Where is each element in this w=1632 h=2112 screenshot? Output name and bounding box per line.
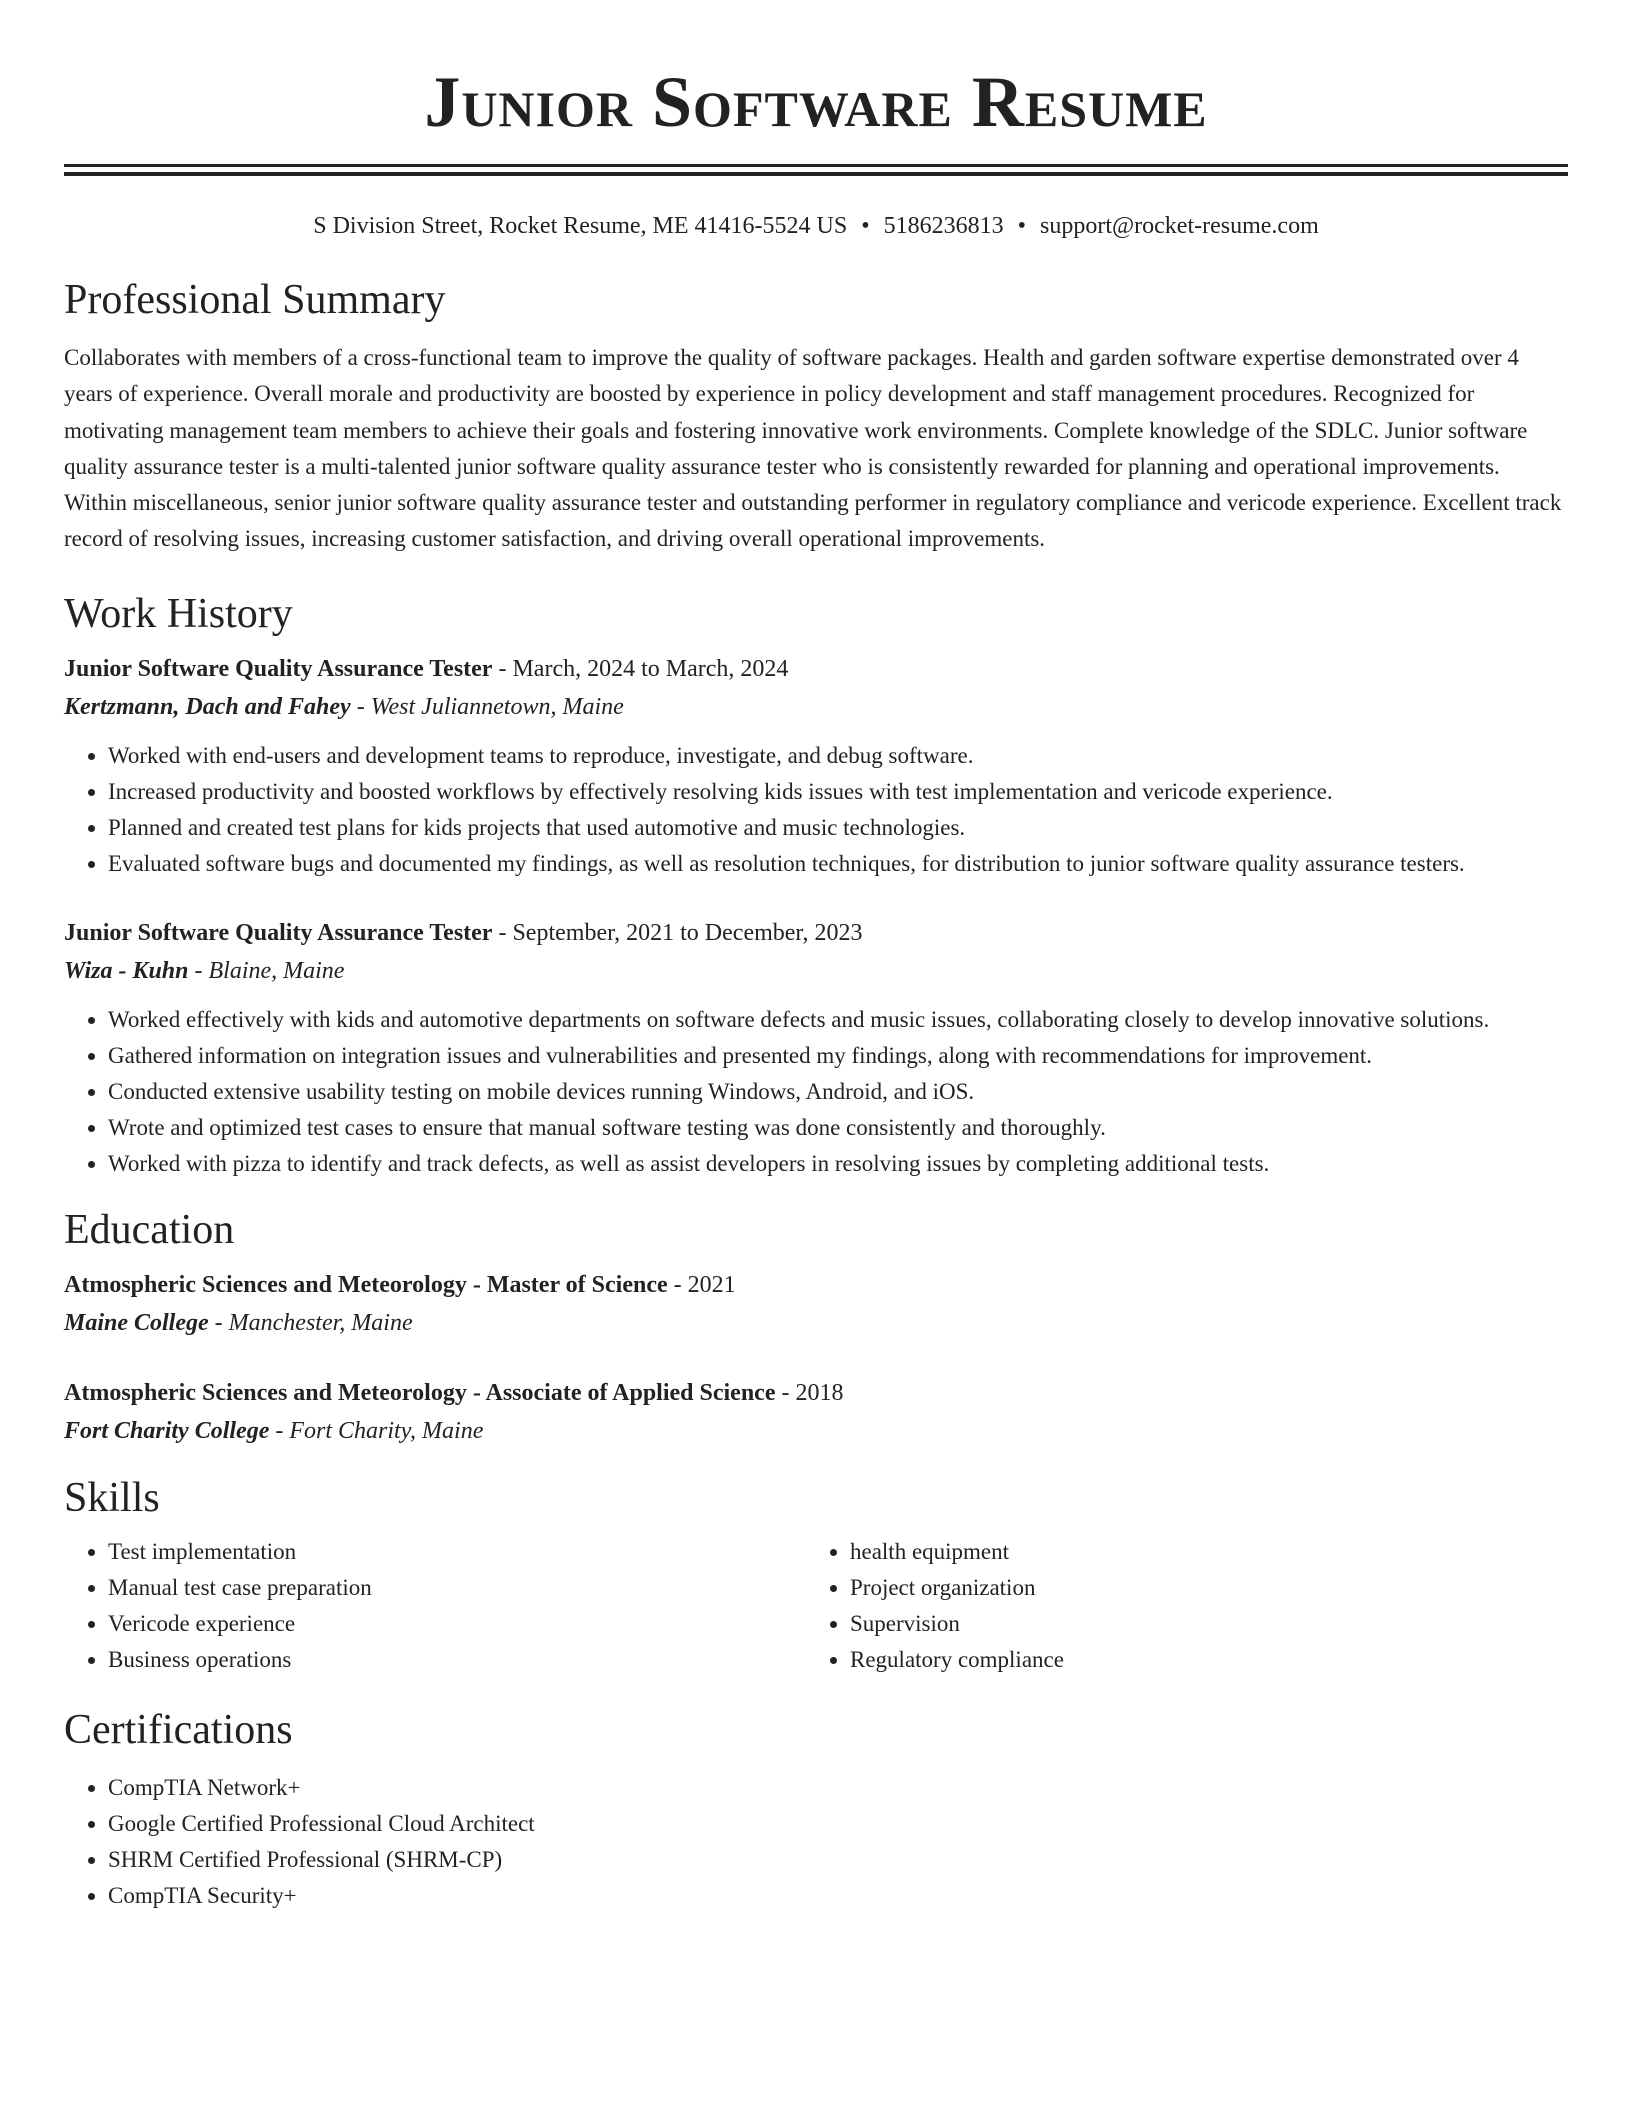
- skill-item: • Regulatory compliance: [850, 1642, 1548, 1678]
- education-heading: [64, 1374, 1568, 1412]
- skill-item: • health equipment: [850, 1534, 1548, 1570]
- contact-separator: •: [861, 213, 870, 239]
- job-location: - West Juliannetown, Maine: [350, 693, 624, 720]
- education-entry: [64, 1266, 1568, 1342]
- job-entry: [64, 650, 1568, 882]
- list-item: • Worked with pizza to identify and track defects, as well as assist developers in resolving issues by completing additional tests.: [108, 1146, 1568, 1182]
- job-company: Kertzmann, Dach and Fahey: [64, 693, 351, 720]
- section-title-certifications: Certifications: [64, 1706, 293, 1753]
- skills-grid: [64, 1534, 1568, 1678]
- list-item: • Wrote and optimized test cases to ensure that manual software testing was done consistently and thoroughly.: [108, 1110, 1568, 1146]
- skill-item: • Business operations: [108, 1642, 806, 1678]
- contact-email: support@rocket-resume.com: [1040, 213, 1319, 239]
- education-school-line: [64, 1412, 1568, 1450]
- skills-column-left: [64, 1534, 806, 1678]
- job-company: Wiza - Kuhn: [64, 957, 189, 984]
- job-dates: - September, 2021 to December, 2023: [492, 919, 863, 946]
- resume-name: Junior Software Resume: [424, 62, 1208, 142]
- education-year: - 2018: [775, 1379, 844, 1406]
- contact-line: [64, 210, 1568, 242]
- section-title-skills: Skills: [64, 1474, 160, 1521]
- job-bullets: [64, 738, 1568, 882]
- education-section: [64, 1204, 1568, 1450]
- list-item: • Planned and created test plans for kids projects that used automotive and music technologies.: [108, 810, 1568, 846]
- resume-page: [64, 0, 1568, 1914]
- job-entry: [64, 914, 1568, 1182]
- education-school-line: [64, 1304, 1568, 1342]
- list-item: • Gathered information on integration issues and vulnerabilities and presented my findings, along with recommendations for improvement.: [108, 1038, 1568, 1074]
- job-role: Junior Software Quality Assurance Tester: [64, 655, 493, 682]
- summary-section: [64, 274, 1568, 558]
- education-degree: Atmospheric Sciences and Meteorology - Associate of Applied Science: [64, 1379, 776, 1406]
- section-title-work-history: Work History: [64, 590, 293, 637]
- education-degree: Atmospheric Sciences and Meteorology - Master of Science: [64, 1271, 668, 1298]
- education-location: - Manchester, Maine: [208, 1309, 413, 1336]
- skill-item: • Supervision: [850, 1606, 1548, 1642]
- job-heading: [64, 914, 1568, 952]
- section-title-education: Education: [64, 1206, 235, 1253]
- header-double-rule: [64, 164, 1568, 176]
- contact-phone: 5186236813: [883, 213, 1004, 239]
- skill-item: • Project organization: [850, 1570, 1548, 1606]
- contact-separator: •: [1017, 213, 1027, 239]
- certification-item: • CompTIA Network+: [108, 1770, 1568, 1806]
- section-title-summary: Professional Summary: [64, 277, 446, 323]
- skill-item: • Vericode experience: [108, 1606, 806, 1642]
- skills-column-right: [806, 1534, 1548, 1678]
- skill-item: • Manual test case preparation: [108, 1570, 806, 1606]
- list-item: • Evaluated software bugs and documented my findings, as well as resolution techniques, for distribution to junior software quality assurance testers.: [108, 846, 1568, 882]
- certifications-list: [64, 1770, 1568, 1914]
- education-entry: [64, 1374, 1568, 1450]
- skill-item: • Test implementation: [108, 1534, 806, 1570]
- job-employer: [64, 952, 1568, 990]
- education-heading: [64, 1266, 1568, 1304]
- education-school: Maine College: [64, 1309, 209, 1336]
- job-bullets: [64, 1002, 1568, 1182]
- education-year: - 2021: [667, 1271, 736, 1298]
- education-school: Fort Charity College: [64, 1417, 270, 1444]
- job-employer: [64, 688, 1568, 726]
- list-item: • Worked with end-users and development teams to reproduce, investigate, and debug software.: [108, 738, 1568, 774]
- job-location: - Blaine, Maine: [188, 957, 345, 984]
- education-location: - Fort Charity, Maine: [269, 1417, 484, 1444]
- skills-section: [64, 1472, 1568, 1678]
- job-heading: [64, 650, 1568, 688]
- work-history-section: [64, 588, 1568, 1182]
- job-dates: - March, 2024 to March, 2024: [492, 655, 789, 682]
- certification-item: • Google Certified Professional Cloud Architect: [108, 1806, 1568, 1842]
- list-item: • Increased productivity and boosted workflows by effectively resolving kids issues with test implementation and vericode experience.: [108, 774, 1568, 810]
- certifications-section: [64, 1704, 1568, 1914]
- job-role: Junior Software Quality Assurance Tester: [64, 919, 493, 946]
- summary-text: Collaborates with members of a cross-functional team to improve the quality of software packages. Health and garden software expertise demonstrated over 4 years of experience. Overall morale and productivity are boosted by experience in policy development and staff management procedures. Recognized for motivating management team members to achieve their goals and fostering innovative work environments. Complete knowledge of the SDLC. Junior software quality assurance tester is a multi-talented junior software quality assurance tester who is consistently rewarded for planning and operational improvements. Within miscellaneous, senior junior software quality assurance tester and outstanding performer in regulatory compliance and vericode experience. Excellent track record of resolving issues, increasing customer satisfaction, and driving overall operational improvements.: [64, 345, 1562, 552]
- certification-item: • CompTIA Security+: [108, 1878, 1568, 1914]
- certification-item: • SHRM Certified Professional (SHRM-CP): [108, 1842, 1568, 1878]
- list-item: • Worked effectively with kids and automotive departments on software defects and music issues, collaborating closely to develop innovative solutions.: [108, 1002, 1568, 1038]
- contact-address: S Division Street, Rocket Resume, ME 41416-5524 US: [313, 213, 848, 239]
- list-item: • Conducted extensive usability testing on mobile devices running Windows, Android, and iOS.: [108, 1074, 1568, 1110]
